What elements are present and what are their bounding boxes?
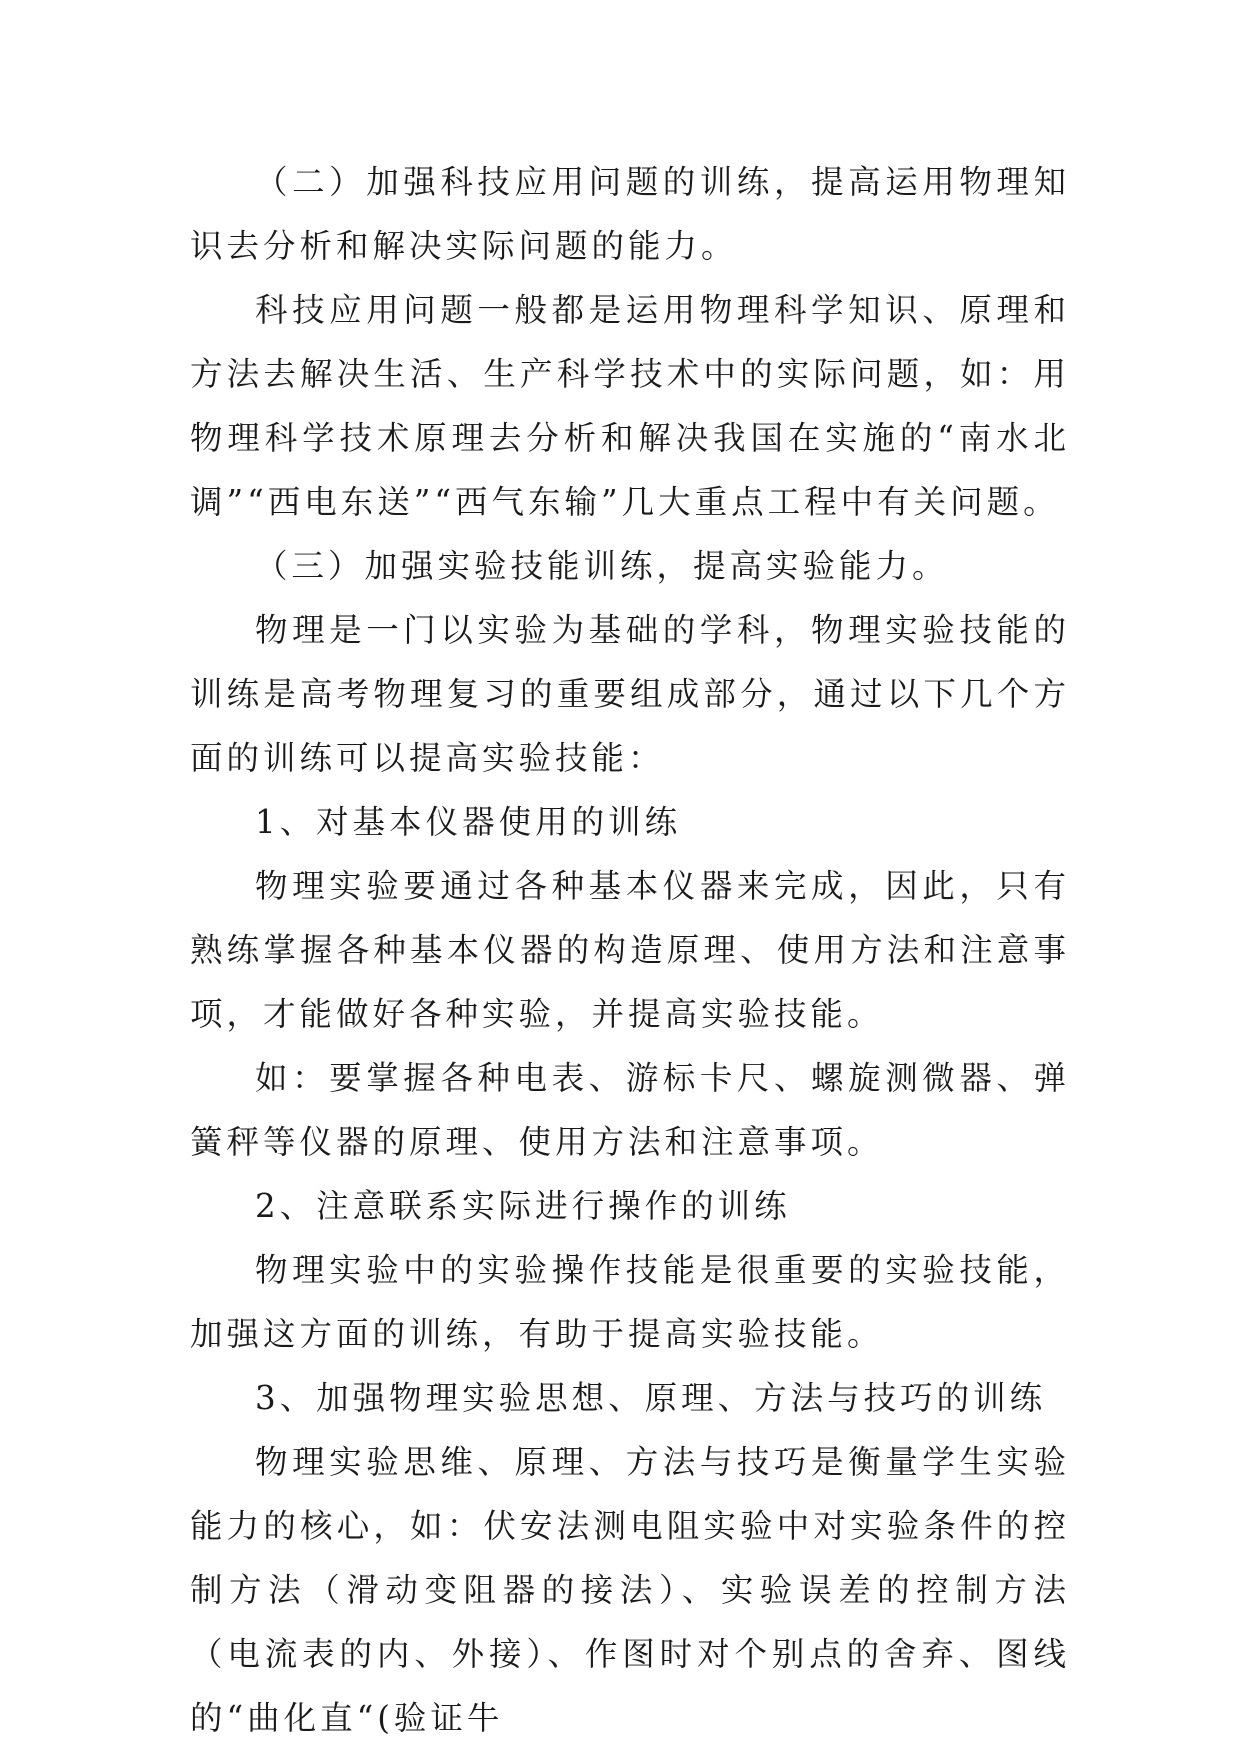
document-body xyxy=(190,150,1070,1750)
subheading-3: 3、加强物理实验思想、原理、方法与技巧的训练 xyxy=(255,1379,1047,1417)
section-heading-3: （三）加强实验技能训练，提高实验能力。 xyxy=(255,547,949,585)
section-heading-2: （二）加强科技应用问题的训练，提高运用物理知识去分析和解决实际问题的能力。 xyxy=(190,163,1070,265)
body-paragraph: 物理实验要通过各种基本仪器来完成，因此，只有熟练掌握各种基本仪器的构造原理、使用方法和注意事项，才能做好各种实验，并提高实验技能。 xyxy=(190,867,1070,1033)
body-paragraph: 物理实验中的实验操作技能是很重要的实验技能，加强这方面的训练，有助于提高实验技能。 xyxy=(190,1251,1070,1353)
subheading-1: 1、对基本仪器使用的训练 xyxy=(255,803,682,841)
body-paragraph: 如：要掌握各种电表、游标卡尺、螺旋测微器、弹簧秤等仪器的原理、使用方法和注意事项。 xyxy=(190,1059,1070,1161)
body-paragraph: 物理是一门以实验为基础的学科，物理实验技能的训练是高考物理复习的重要组成部分，通过以下几个方面的训练可以提高实验技能： xyxy=(190,611,1070,777)
body-paragraph: 科技应用问题一般都是运用物理科学知识、原理和方法去解决生活、生产科学技术中的实际问题，如：用物理科学技术原理去分析和解决我国在实施的“南水北调”“西电东送”“西气东输”几大重点工程中有关问题。 xyxy=(190,291,1070,521)
subheading-2: 2、注意联系实际进行操作的训练 xyxy=(255,1187,791,1225)
body-paragraph: 物理实验思维、原理、方法与技巧是衡量学生实验能力的核心，如：伏安法测电阻实验中对实验条件的控制方法（滑动变阻器的接法）、实验误差的控制方法（电流表的内、外接）、作图时对个别点的舍弃、图线的“曲化直“(验证牛 xyxy=(190,1443,1070,1737)
